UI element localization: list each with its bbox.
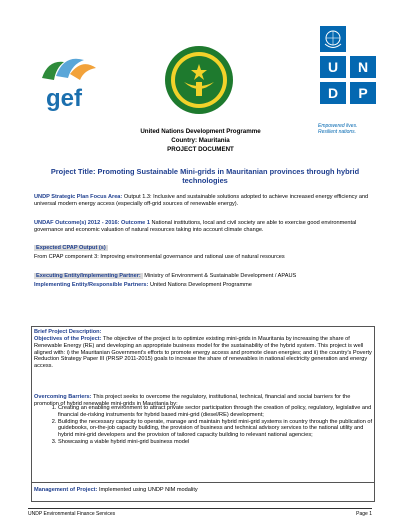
executing-text: Ministry of Environment & Sustainable Development / APAUS	[142, 273, 297, 279]
list-item: 2. Building the necessary capacity to operate, manage and maintain hybrid mini-grid systems in country through the publication of guidebooks, on-the-job capacity building, the provision of business and technical advisory services to the national utility and hybrid mini-grid developers and the provision of tailored capacity building to relevant national agencies;	[58, 419, 378, 439]
cpap-label: Expected CPAP Output (s)	[36, 245, 106, 251]
brief-heading: Brief Project Description:	[34, 329, 102, 335]
executing-section	[34, 273, 374, 280]
management-text: Implemented using UNDP NIM modality	[97, 487, 198, 493]
page-footer	[28, 508, 372, 517]
country: Country: Mauritania	[171, 137, 230, 144]
cpap-text: From CPAP component 3: Improving environmental governance and rational use of natural resources	[34, 253, 285, 260]
objectives-label: Objectives of the Project:	[34, 336, 102, 342]
undp-letter-d: D	[320, 82, 346, 104]
cpap-section	[34, 245, 374, 261]
un-emblem-icon	[320, 26, 346, 52]
implementing-label: Implementing Entity/Responsible Partners:	[34, 282, 149, 288]
strategic-plan-text: Output 1.3: Inclusive and sustainable solutions adopted to achieve increased energy efficiency and universal modern energy access (especially off-grid sources of renewable energy).	[34, 194, 369, 207]
gef-wordmark: gef	[46, 85, 82, 112]
list-item: 1. Creating an enabling environment to attract private sector participation through the creation of policy, regulatory, legislative and financial de-risking instruments for hybrid based mini-grid (diesel/RE) development;	[58, 405, 378, 419]
implementing-section	[34, 282, 374, 289]
footer-left: UNDP Environmental Finance Services	[28, 511, 116, 517]
undaf-text: National institutions, local and civil society are able to exercise good environmental governance and economic valuation of natural resources taking into account climate change.	[34, 220, 357, 233]
implementing-text: United Nations Development Programme	[148, 282, 252, 288]
project-title: Project Title: Promoting Sustainable Mini-grids in Mauritanian provinces through hybrid technologies	[50, 167, 360, 185]
barriers-list	[46, 405, 378, 446]
page-number: Page 1	[356, 511, 372, 517]
mauritania-seal	[162, 44, 236, 116]
undaf-section	[34, 220, 374, 234]
barriers-label: Overcoming Barriers:	[34, 394, 92, 400]
strategic-plan-section	[34, 194, 374, 208]
list-item: 3. Showcasing a viable hybrid mini-grid business model	[58, 439, 378, 446]
undaf-label: UNDAF Outcome(s) 2012 - 2016: Outcome 1	[34, 220, 150, 226]
undp-logo	[320, 26, 376, 124]
undp-letter-n: N	[350, 56, 376, 78]
gef-logo	[34, 52, 100, 114]
tagline-line-2: Resilient nations.	[318, 129, 357, 135]
management-label: Management of Project:	[34, 487, 98, 493]
executing-label: Executing Entity/Implementing Partner:	[36, 273, 141, 279]
undp-letter-u: U	[320, 56, 346, 78]
org-name: United Nations Development Programme	[140, 128, 261, 135]
objectives-section	[34, 336, 374, 370]
barriers-text: This project seeks to overcome the regulatory, institutional, technical, financial and social barriers for the promotion of hybrid renewable mini-grids in Mauritania by:	[34, 394, 351, 407]
brief-heading-block	[34, 329, 374, 336]
undp-letter-p: P	[350, 82, 376, 104]
tagline-line-1: Empowered lives.	[318, 123, 358, 129]
doc-type: PROJECT DOCUMENT	[167, 146, 234, 153]
management-section	[34, 487, 374, 494]
objectives-text: The objective of the project is to optimize existing mini-grids in Mauritania by increasing the share of Renewable Energy (RE) and developing an appropriate business model for the sustainability of the hybrid system. This project is well aligned with: i) the Mauritanian Government's efforts to promote energy access and promote clean energies; and ii) the country's Poverty Reduction Strategy Paper III (PRSP 2011-2015) goals to increase the share of renewables in national electricity generation and energy access.	[34, 336, 372, 370]
strategic-plan-label: UNDP Strategic Plan Focus Area:	[34, 194, 123, 200]
box-divider	[31, 482, 375, 483]
